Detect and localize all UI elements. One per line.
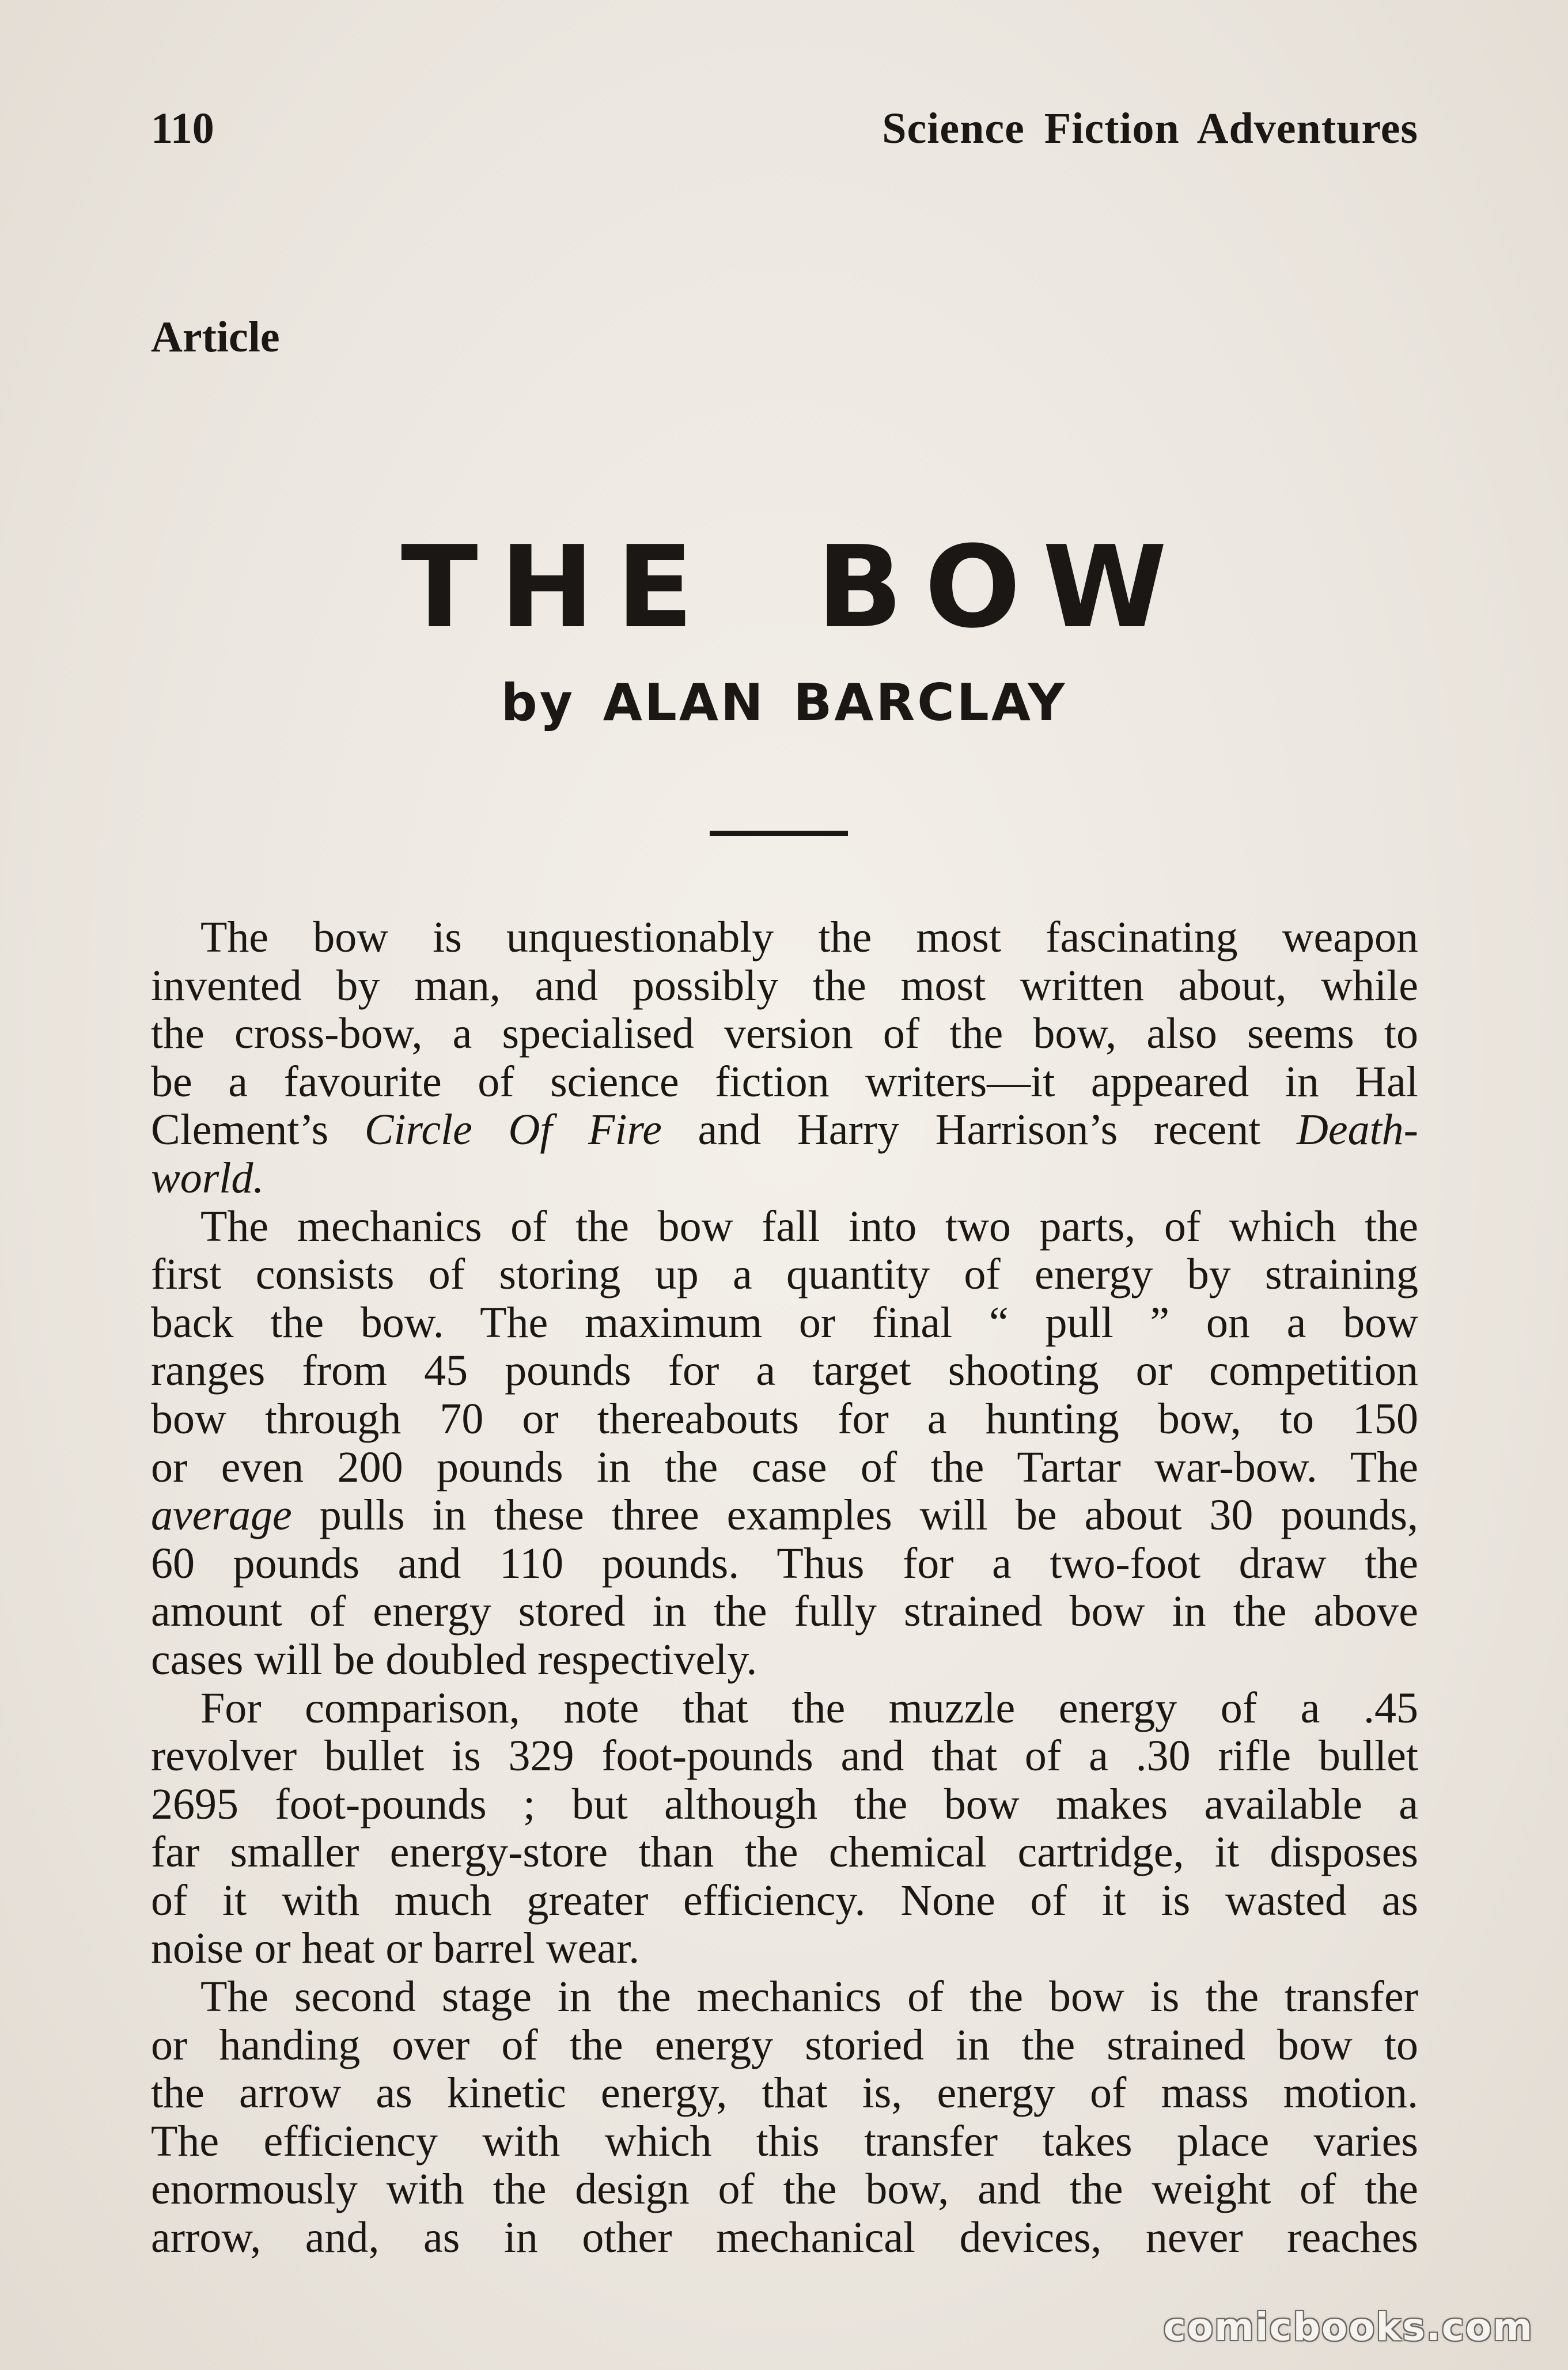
body-line: or handing over of the energy storied in the strained bow to [151, 2020, 1418, 2069]
body-line: noise or heat or barrel wear. [151, 1924, 640, 1973]
body-line [151, 1491, 1418, 1540]
body-line: 2695 foot-pounds ; but although the bow makes available a [151, 1780, 1418, 1828]
body-line [151, 1106, 1418, 1154]
body-line: far smaller energy-store than the chemical cartridge, it disposes [151, 1828, 1418, 1877]
magazine-title: Science Fiction Adventures [882, 104, 1418, 153]
body-line: amount of energy stored in the fully strained bow in the above [151, 1587, 1418, 1636]
body-line: revolver bullet is 329 foot-pounds and that of a .30 rifle bullet [151, 1732, 1418, 1781]
body-line [151, 1154, 1418, 1203]
body-text-segment: pulls in these three examples will be about 30 pounds, [291, 1491, 1418, 1540]
italic-title-text: average [151, 1491, 292, 1540]
body-line: invented by man, and possibly the most written about, while [151, 961, 1418, 1010]
body-line: The mechanics of the bow fall into two parts, of which the [200, 1202, 1418, 1251]
body-line: For comparison, note that the muzzle energy of a .45 [200, 1683, 1418, 1732]
body-line: back the bow. The maximum or final “ pull ” on a bow [151, 1298, 1418, 1347]
body-line: ranges from 45 pounds for a target shooting or competition [151, 1346, 1418, 1395]
body-line: of it with much greater efficiency. None of it is wasted as [151, 1876, 1418, 1925]
article-body [151, 914, 1418, 2262]
italic-title-text: Circle Of Fire [364, 1106, 662, 1154]
body-line: be a favourite of science fiction writers—it appeared in Hal [151, 1057, 1418, 1106]
body-line: the arrow as kinetic energy, that is, energy of mass motion. [151, 2069, 1418, 2118]
body-line: bow through 70 or thereabouts for a hunting bow, to 150 [151, 1394, 1418, 1443]
article-title: THE BOW [400, 522, 1190, 653]
body-line: enormously with the design of the bow, and the weight of the [151, 2165, 1418, 2214]
body-line: 60 pounds and 110 pounds. Thus for a two-foot draw the [151, 1539, 1418, 1588]
italic-title-text: Death- [1296, 1106, 1418, 1154]
body-line: the cross-bow, a specialised version of the bow, also seems to [151, 1009, 1418, 1058]
italic-title-text: world. [151, 1153, 264, 1202]
body-line: cases will be doubled respectively. [151, 1635, 758, 1684]
body-text-segment: and Harry Harrison’s recent [662, 1106, 1297, 1154]
body-line: or even 200 pounds in the case of the Tartar war-bow. The [151, 1443, 1418, 1491]
body-line: first consists of storing up a quantity of energy by straining [151, 1250, 1418, 1299]
title-divider [710, 831, 848, 836]
watermark-logo: comicbooks.com [1163, 2305, 1533, 2349]
article-byline: by ALAN BARCLAY [501, 673, 1067, 732]
body-line: The efficiency with which this transfer takes place varies [151, 2117, 1418, 2165]
body-line: The bow is unquestionably the most fascinating weapon [200, 913, 1418, 961]
body-text-segment: Clement’s [151, 1106, 365, 1154]
running-head [151, 103, 1418, 154]
body-line: arrow, and, as in other mechanical devices, never reaches [151, 2213, 1418, 2262]
body-line: The second stage in the mechanics of the bow is the transfer [200, 1973, 1418, 2021]
page-number: 110 [151, 104, 214, 153]
section-label: Article [151, 313, 280, 361]
